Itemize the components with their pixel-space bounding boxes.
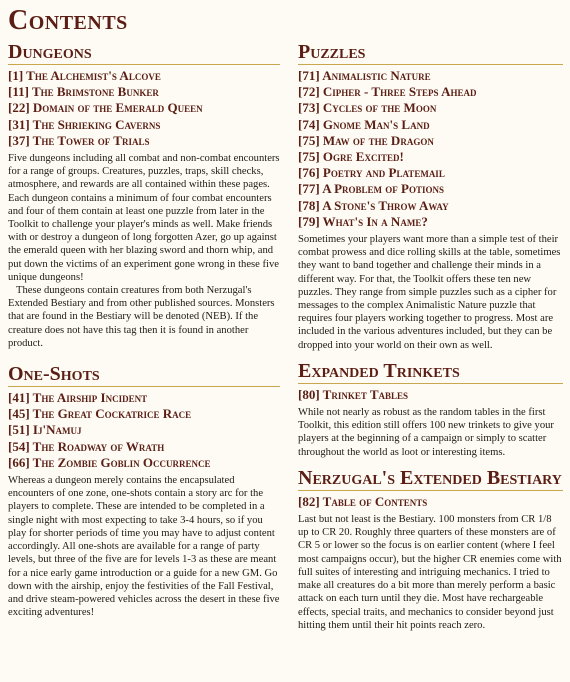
toc-entry[interactable]: [75] Maw of the Dragon	[298, 132, 434, 148]
toc-entry[interactable]: [74] Gnome Man's Land	[298, 116, 430, 132]
bestiary-rule	[298, 490, 563, 491]
toc-entry[interactable]: [1] The Alchemist's Alcove	[8, 68, 161, 83]
toc-entry[interactable]: [51] Ij'Namuj	[8, 422, 82, 438]
toc-entry[interactable]: [11] The Brimstone Bunker	[8, 84, 159, 100]
right-column	[298, 42, 563, 632]
oneshots-rule	[8, 386, 280, 387]
toc-entry[interactable]: [45] The Great Cockatrice Race	[8, 406, 192, 422]
trinkets-section	[298, 361, 563, 459]
puzzles-toc	[298, 68, 563, 230]
bestiary-toc	[298, 494, 563, 510]
puzzles-section	[298, 42, 563, 352]
dungeons-rule	[8, 64, 280, 65]
toc-entry[interactable]: [31] The Shrieking Caverns	[8, 116, 161, 132]
dungeons-section	[8, 42, 280, 350]
toc-entry[interactable]: [78] A Stone's Throw Away	[298, 197, 449, 213]
toc-entry[interactable]: [37] The Tower of Trials	[8, 132, 150, 148]
trinkets-rule	[298, 383, 563, 384]
toc-entry[interactable]: [72] Cipher - Three Steps Ahead	[298, 84, 477, 100]
oneshots-description: Whereas a dungeon merely contains the encapsulated encounters of one zone, one-shots contain a story arc for the players to complete. These are intended to be completed in a single night with most expecting to take 3-4 hours, so if you play for shorter periods of time you may have to adjust content accordingly. All one-shots are available for a range of party levels, but three of the five are for levels 1-3 as these are meant for a nice early game introduction or a guide for a new GM. Go down with the airship, enjoy the festivities of the Fall Festival, and drive steam-powered vehicles across the desert in these five exciting adventures!	[8, 475, 280, 619]
toc-entry[interactable]: [73] Cycles of the Moon	[298, 100, 437, 116]
toc-entry[interactable]: [71] Animalistic Nature	[298, 68, 431, 83]
toc-entry[interactable]: [77] A Problem of Potions	[298, 181, 445, 197]
dungeons-heading: Dungeons	[8, 41, 92, 63]
trinkets-toc	[298, 387, 563, 403]
puzzles-description: Sometimes your players want more than a simple test of their combat prowess and dice rolling skills at the table, sometimes they want to band together and challenge their minds in a different way. For that, the Toolkit offers these ten new puzzles. They range from simple puzzles such as a cipher for messages to the complex Animalistic Nature puzzle that requires four players working together to progress. Most are included in the various adventures included, but they can be dropped into your world on their own as well.	[298, 234, 561, 351]
toc-entry[interactable]: [66] The Zombie Goblin Occurrence	[8, 454, 211, 470]
toc-entry[interactable]: [75] Ogre Excited!	[298, 149, 404, 165]
toc-entry[interactable]: [82] Table of Contents	[298, 493, 428, 509]
left-column	[8, 42, 280, 619]
toc-entry[interactable]: [41] The Airship Incident	[8, 390, 148, 406]
toc-entry[interactable]: [76] Poetry and Platemail	[298, 165, 445, 181]
oneshots-heading: One-Shots	[8, 363, 100, 386]
trinkets-description: While not nearly as robust as the random tables in the first Toolkit, this edition still offers 100 new trinkets to give your players at the beginning of a campaign or simply to scatter throughout the world as loot or interesting items.	[298, 407, 554, 458]
page-title: Contents	[8, 5, 128, 36]
oneshots-section	[8, 364, 280, 619]
puzzles-rule	[298, 64, 563, 65]
dungeons-toc	[8, 68, 280, 149]
puzzles-heading: Puzzles	[298, 41, 366, 63]
toc-entry[interactable]: [80] Trinket Tables	[298, 386, 409, 402]
dungeons-description: Five dungeons including all combat and non-combat encounters for a range of groups. Creatures, puzzles, traps, skill checks, atmosphere, and rewards are all contained within these pages. Each dungeon contains a minimum of four combat encounters and four of them contain at least one puzzle from later in the Toolkit to challenge your player's minds as well. Make friends with or destroy a dungeon of long forgotten Azer, go up against the emerald queen with her blazing sword and thorn whip, and put down the victims of an experiment gone wrong in these five unique dungeons!	[8, 153, 280, 283]
toc-entry[interactable]: [54] The Roadway of Wrath	[8, 438, 165, 454]
bestiary-heading: Nerzugal's Extended Bestiary	[298, 466, 562, 489]
toc-entry[interactable]: [79] What's In a Name?	[298, 213, 428, 229]
bestiary-description: Last but not least is the Bestiary. 100 monsters from CR 1/8 up to CR 20. Roughly three quarters of these monsters are of CR 5 or lower so the focus is on earlier content (where I feel most campaigns occur), but the higher CR enemies come with full suites of interesting and intriguing mechanics. I tried to make all creatures do a bit more than merely perform a basic attack on each turn until they die. Most have rechargeable effects, special traits, and mechanics to consider beyond just hitting them until their hit points reach zero.	[298, 514, 562, 631]
dungeons-note: These dungeons contain creatures from both Nerzugal's Extended Bestiary and from other published sources. Monsters that are found in the Bestiary will be denoted (NEB). If the creature does not have this tag then it is found in another product.	[8, 285, 275, 349]
bestiary-section	[298, 468, 563, 632]
toc-entry[interactable]: [22] Domain of the Emerald Queen	[8, 100, 203, 116]
oneshots-toc	[8, 390, 280, 471]
trinkets-heading: Expanded Trinkets	[298, 359, 460, 382]
